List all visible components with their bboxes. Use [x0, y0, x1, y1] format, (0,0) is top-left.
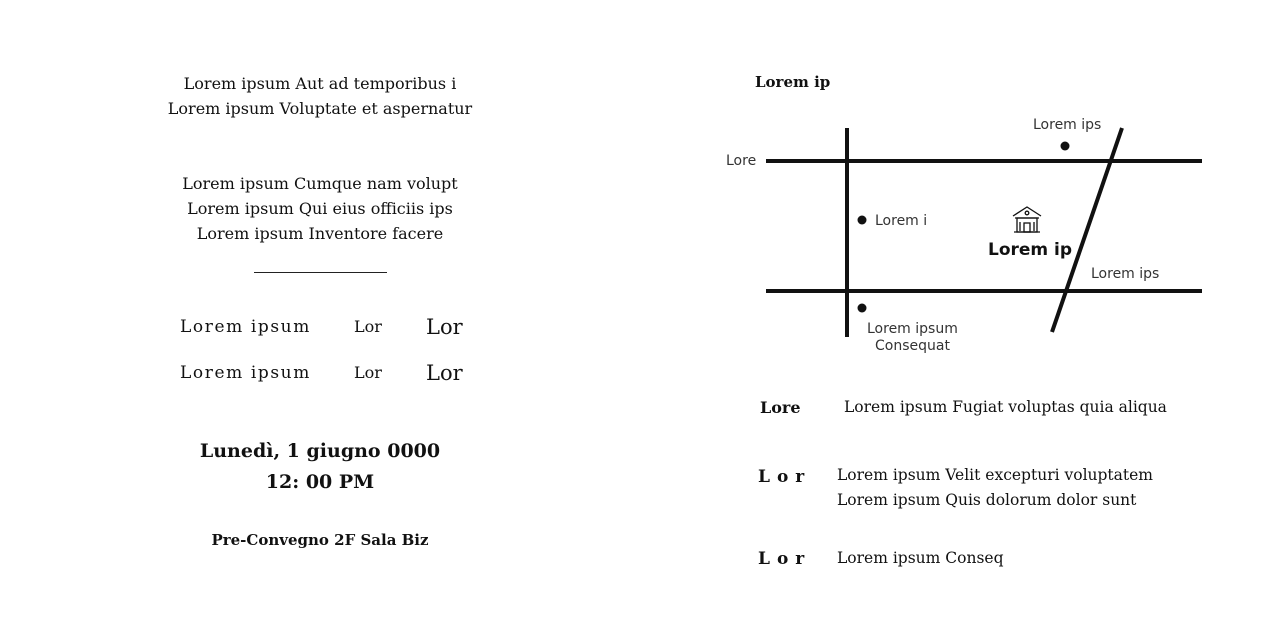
name-line: Lorem ipsum Qui eius officiis ips [187, 199, 453, 218]
intro-line: Lorem ipsum Aut ad temporibus i [183, 74, 457, 93]
info-line: Lorem ipsum Velit excepturi voluptatem [837, 466, 1154, 484]
event-date: Lunedì, 1 giugno 0000 [199, 440, 441, 462]
row-big: Lor [426, 361, 463, 385]
map-point [858, 304, 867, 313]
road-diagonal [1052, 128, 1122, 332]
names-list [0, 171, 640, 246]
info-key: Lor [758, 549, 812, 569]
info-line: Lorem ipsum Fugiat voluptas quia aliqua [844, 398, 1167, 416]
road-label: Lore [726, 153, 757, 169]
info-line: Lorem ipsum Quis dolorum dolor sunt [837, 491, 1137, 509]
row-name: Lorem ipsum [180, 363, 311, 383]
map-label: Lorem ips [1033, 117, 1102, 133]
map-point [858, 216, 867, 225]
intro-line: Lorem ipsum Voluptate et aspernatur [167, 99, 473, 118]
map-label: Lorem ips [1091, 266, 1160, 282]
event-venue: Pre-Convegno 2F Sala Biz [211, 531, 429, 549]
intro-text [0, 71, 640, 121]
map-point [1061, 142, 1070, 151]
map-label: Lorem i [875, 213, 928, 229]
row-mid: Lor [354, 317, 382, 336]
map-label: Lorem ipsum [867, 321, 958, 337]
map-label: Consequat [875, 338, 950, 354]
row-mid: Lor [354, 363, 382, 382]
name-line: Lorem ipsum Inventore facere [196, 224, 444, 243]
row-name: Lorem ipsum [180, 317, 311, 337]
name-line: Lorem ipsum Cumque nam volupt [182, 174, 458, 193]
event-time: 12: 00 PM [265, 471, 375, 493]
info-key: Lore [760, 398, 801, 417]
table-row [0, 358, 640, 388]
row-big: Lor [426, 315, 463, 339]
building-icon [1013, 207, 1041, 232]
location-map [720, 110, 1210, 360]
info-key: Lor [758, 467, 812, 487]
map-title: Lorem ip [755, 73, 831, 91]
info-value [837, 546, 1004, 571]
info-value [837, 463, 1153, 513]
info-value [844, 395, 1167, 420]
right-page [640, 0, 1280, 644]
table-row [0, 312, 640, 342]
info-line: Lorem ipsum Conseq [837, 549, 1004, 567]
divider [254, 272, 387, 273]
venue-label: Lorem ip [988, 240, 1073, 260]
